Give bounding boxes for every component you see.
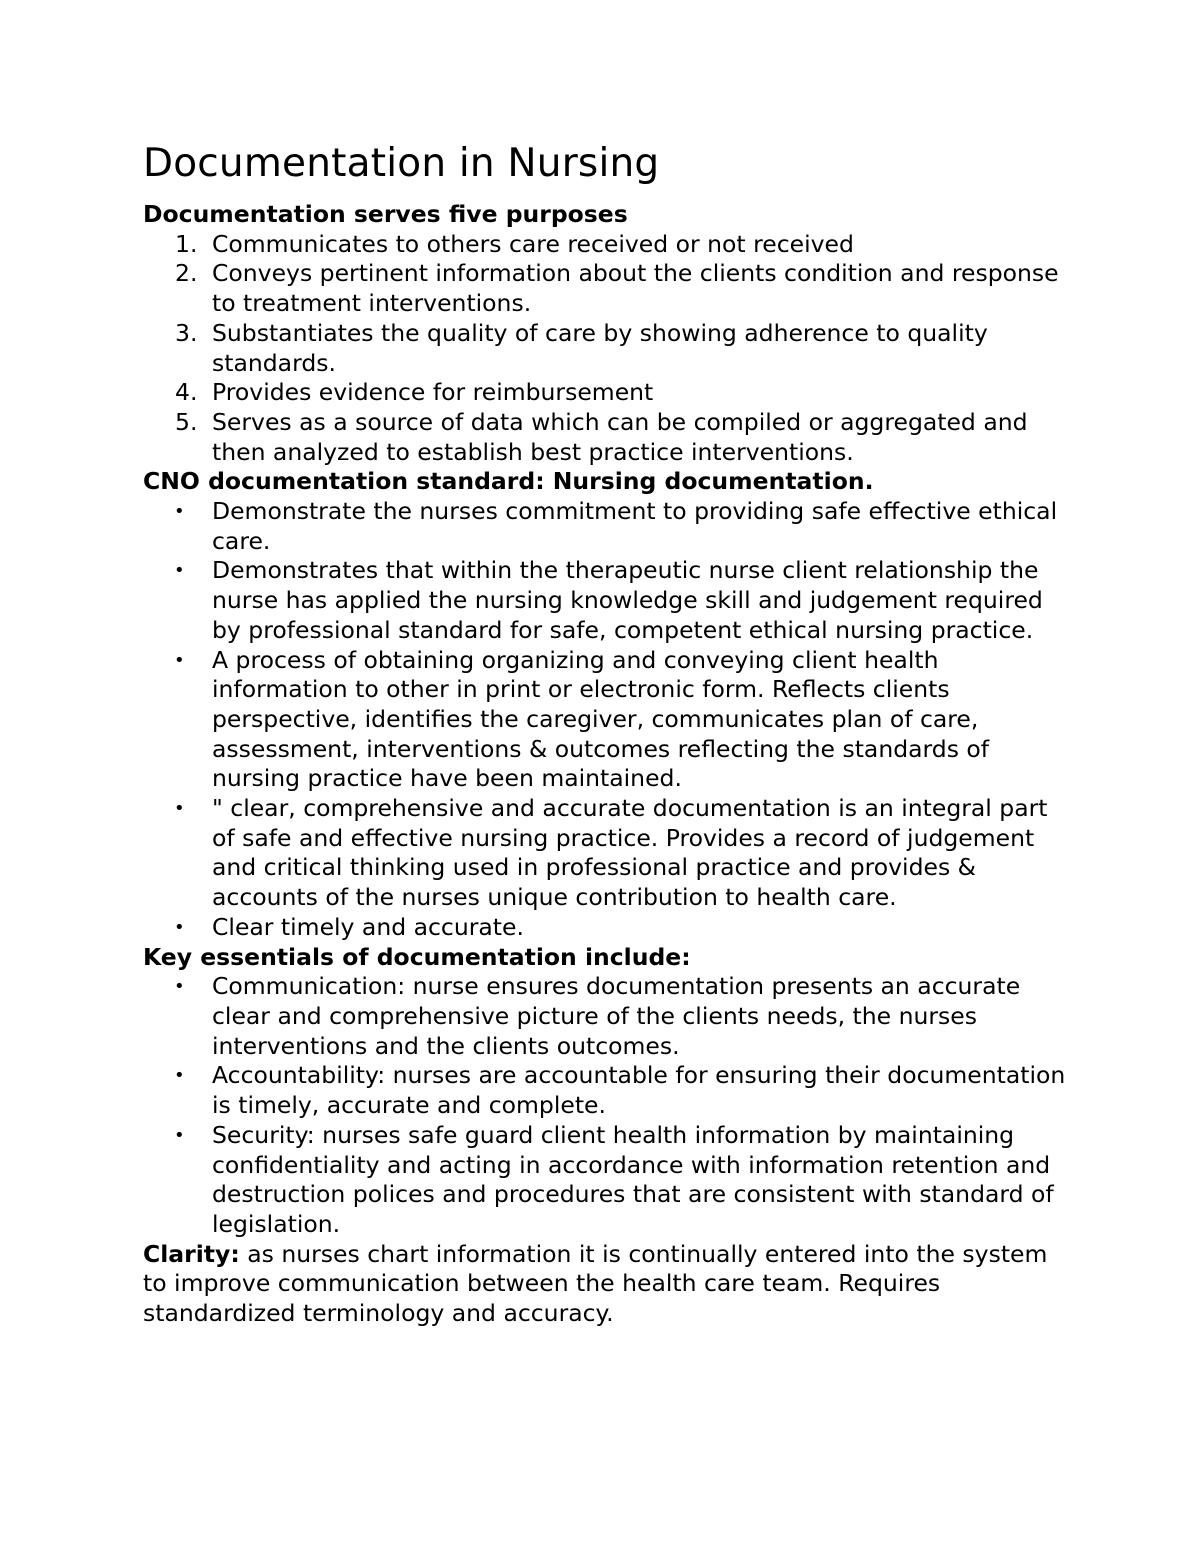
list-item-text: Serves as a source of data which can be compiled or aggregated and then analyzed to establish best practice interventions.	[212, 407, 1028, 466]
list-item-text: Demonstrates that within the therapeutic nurse client relationship the nurse has applied the nursing knowledge skill and judgement required by professional standard for safe, competent ethical nursing practice.	[212, 556, 1043, 644]
list-item-text: " clear, comprehensive and accurate documentation is an integral part of safe and effective nursing practice. Provides a record of judgement and critical thinking used in professional practice and provides & accounts of the nurses unique contribution to health care.	[212, 794, 1048, 912]
bullet-icon: •	[174, 916, 185, 938]
list-item	[143, 319, 1073, 378]
list-number: 3.	[175, 318, 198, 347]
list-item	[143, 497, 1073, 556]
list-item	[143, 230, 1073, 260]
list-item	[143, 972, 1073, 1061]
bullet-icon: •	[174, 560, 185, 582]
bullet-icon: •	[174, 501, 185, 523]
list-item	[143, 913, 1073, 943]
bullet-icon: •	[174, 649, 185, 671]
list-number: 5.	[175, 407, 198, 436]
list-item	[143, 646, 1073, 795]
list-item	[143, 556, 1073, 645]
purposes-list	[143, 230, 1073, 468]
list-item	[143, 1061, 1073, 1120]
list-item-text: Demonstrate the nurses commitment to providing safe effective ethical care.	[212, 497, 1058, 555]
list-item	[143, 794, 1073, 913]
bullet-icon: •	[174, 1124, 185, 1146]
list-item-text: Communication: nurse ensures documentation presents an accurate clear and comprehensive picture of the clients needs, the nurses interventions and the clients outcomes.	[212, 972, 1021, 1060]
list-item	[143, 259, 1073, 318]
list-item-text: Provides evidence for reimbursement	[212, 378, 654, 407]
list-item-text: Conveys pertinent information about the clients condition and response to treatment interventions.	[212, 259, 1059, 318]
page-title: Documentation in Nursing	[143, 141, 660, 186]
cno-standard-list	[143, 497, 1073, 943]
list-item-text: Substantiates the quality of care by showing adherence to quality standards.	[212, 318, 988, 377]
list-item-text: Security: nurses safe guard client health information by maintaining confidentiality and acting in accordance with information retention and destruction polices and procedures that are consistent with standard of legislation.	[212, 1120, 1054, 1238]
section-heading-cno-standard: CNO documentation standard: Nursing documentation.	[143, 467, 874, 496]
list-item	[143, 378, 1073, 408]
list-item-text: Accountability: nurses are accountable for ensuring their documentation is timely, accurate and complete.	[212, 1061, 1066, 1120]
document-page	[143, 140, 1073, 1329]
list-number: 1.	[175, 229, 198, 258]
key-essentials-list	[143, 972, 1073, 1239]
list-item	[143, 1121, 1073, 1240]
section-heading-key-essentials: Key essentials of documentation include:	[143, 942, 691, 971]
list-item-text: A process of obtaining organizing and conveying client health information to other in print or electronic form. Reflects clients perspective, identifies the caregiver, communicates plan of care, assessment, interventions & outcomes reflecting the standards of nursing practice have been maintained.	[212, 645, 990, 793]
bullet-icon: •	[174, 976, 185, 998]
list-item-text: Clear timely and accurate.	[212, 912, 524, 941]
list-item	[143, 408, 1073, 467]
list-number: 2.	[175, 259, 198, 288]
clarity-text: as nurses chart information it is continually entered into the system to improve communication between the health care team. Requires standardized terminology and accuracy.	[143, 1239, 1048, 1328]
clarity-label: Clarity:	[143, 1239, 240, 1268]
clarity-paragraph	[143, 1240, 1073, 1329]
list-item-text: Communicates to others care received or not received	[212, 229, 854, 258]
bullet-icon: •	[174, 798, 185, 820]
list-number: 4.	[175, 378, 198, 407]
section-heading-purposes: Documentation serves five purposes	[143, 200, 628, 228]
bullet-icon: •	[174, 1065, 185, 1087]
